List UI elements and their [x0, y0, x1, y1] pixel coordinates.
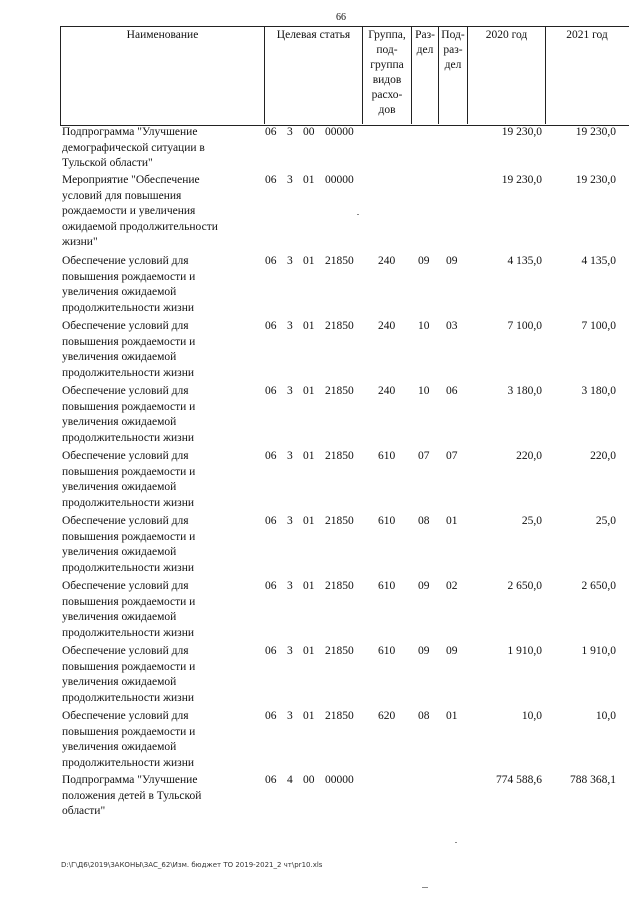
razdel: 10 — [418, 385, 430, 397]
razdel: 08 — [418, 710, 430, 722]
target-program: 06 — [265, 450, 277, 462]
target-subprogram: 3 — [287, 174, 293, 186]
value-2020: 7 100,0 — [507, 320, 542, 332]
target-subprogram: 3 — [287, 255, 293, 267]
target-program: 06 — [265, 580, 277, 592]
target-program: 06 — [265, 174, 277, 186]
value-2021: 19 230,0 — [575, 126, 616, 138]
scan-speck — [422, 887, 428, 888]
scan-speck — [455, 842, 457, 843]
row-name: Подпрограмма "Улучшение положения детей в Тульской области" — [62, 774, 202, 817]
header-2021: 2021 год — [566, 29, 608, 41]
target-event: 01 — [303, 320, 315, 332]
target-program: 06 — [265, 645, 277, 657]
target-direction: 21850 — [325, 320, 354, 332]
target-event: 01 — [303, 385, 315, 397]
target-subprogram: 3 — [287, 385, 293, 397]
target-program: 06 — [265, 710, 277, 722]
target-subprogram: 3 — [287, 710, 293, 722]
header-razdel: Раз- дел — [415, 29, 435, 56]
target-direction: 00000 — [325, 174, 354, 186]
value-2020: 3 180,0 — [507, 385, 542, 397]
target-subprogram: 3 — [287, 126, 293, 138]
target-event: 01 — [303, 645, 315, 657]
value-2021: 1 910,0 — [581, 645, 616, 657]
target-program: 06 — [265, 255, 277, 267]
target-direction: 21850 — [325, 515, 354, 527]
value-2021: 4 135,0 — [581, 255, 616, 267]
podrazdel: 01 — [446, 710, 458, 722]
target-direction: 21850 — [325, 580, 354, 592]
target-direction: 21850 — [325, 450, 354, 462]
file-path-footer: D:\Г\Д6\2019\ЗАКОНЫ\ЗАС_62\Изм. бюджет ТО 2019-2021_2 чт\pr10.xls — [61, 861, 323, 869]
header-group: Группа, под- группа видов расхо- дов — [368, 29, 406, 116]
target-direction: 00000 — [325, 774, 354, 786]
target-direction: 21850 — [325, 385, 354, 397]
target-subprogram: 3 — [287, 580, 293, 592]
row-name: Обеспечение условий для повышения рождаемости и увеличения ожидаемой продолжительности жизни — [62, 710, 196, 769]
target-direction: 21850 — [325, 255, 354, 267]
razdel: 09 — [418, 580, 430, 592]
value-2020: 19 230,0 — [501, 174, 542, 186]
target-program: 06 — [265, 385, 277, 397]
target-subprogram: 4 — [287, 774, 293, 786]
podrazdel: 01 — [446, 515, 458, 527]
target-event: 01 — [303, 450, 315, 462]
value-2020: 4 135,0 — [507, 255, 542, 267]
row-name: Обеспечение условий для повышения рождаемости и увеличения ожидаемой продолжительности жизни — [62, 385, 196, 444]
page-number: 66 — [336, 12, 346, 23]
target-event: 00 — [303, 126, 315, 138]
target-direction: 21850 — [325, 645, 354, 657]
expense-group: 240 — [378, 385, 396, 397]
podrazdel: 02 — [446, 580, 458, 592]
target-event: 01 — [303, 255, 315, 267]
razdel: 08 — [418, 515, 430, 527]
razdel: 09 — [418, 645, 430, 657]
target-event: 01 — [303, 174, 315, 186]
target-subprogram: 3 — [287, 515, 293, 527]
expense-group: 610 — [378, 450, 396, 462]
value-2020: 1 910,0 — [507, 645, 542, 657]
row-name: Подпрограмма "Улучшение демографической ситуации в Тульской области" — [62, 126, 205, 169]
value-2020: 19 230,0 — [501, 126, 542, 138]
target-program: 06 — [265, 515, 277, 527]
expense-group: 240 — [378, 320, 396, 332]
target-direction: 21850 — [325, 710, 354, 722]
target-subprogram: 3 — [287, 645, 293, 657]
row-name: Обеспечение условий для повышения рождаемости и увеличения ожидаемой продолжительности жизни — [62, 515, 196, 574]
value-2020: 25,0 — [521, 515, 542, 527]
row-name: Обеспечение условий для повышения рождаемости и увеличения ожидаемой продолжительности жизни — [62, 255, 196, 314]
value-2021: 788 368,1 — [570, 774, 616, 786]
value-2021: 2 650,0 — [581, 580, 616, 592]
header-target: Целевая статья — [276, 29, 351, 41]
razdel: 10 — [418, 320, 430, 332]
target-program: 06 — [265, 126, 277, 138]
target-subprogram: 3 — [287, 320, 293, 332]
value-2021: 7 100,0 — [581, 320, 616, 332]
value-2020: 2 650,0 — [507, 580, 542, 592]
target-subprogram: 3 — [287, 450, 293, 462]
row-name: Обеспечение условий для повышения рождаемости и увеличения ожидаемой продолжительности жизни — [62, 450, 196, 509]
target-event: 01 — [303, 710, 315, 722]
row-name: Мероприятие "Обеспечение условий для повышения рождаемости и увеличения ожидаемой продолжительности жизни" — [62, 174, 218, 248]
podrazdel: 07 — [446, 450, 458, 462]
podrazdel: 09 — [446, 645, 458, 657]
header-name: Наименование — [126, 29, 199, 41]
row-name: Обеспечение условий для повышения рождаемости и увеличения ожидаемой продолжительности жизни — [62, 580, 196, 639]
header-podrazdel: Под- раз- дел — [441, 29, 465, 71]
target-event: 01 — [303, 515, 315, 527]
scan-speck — [357, 214, 359, 215]
target-event: 01 — [303, 580, 315, 592]
value-2021: 25,0 — [595, 515, 616, 527]
podrazdel: 06 — [446, 385, 458, 397]
expense-group: 610 — [378, 580, 396, 592]
expense-group: 240 — [378, 255, 396, 267]
value-2020: 10,0 — [521, 710, 542, 722]
razdel: 07 — [418, 450, 430, 462]
razdel: 09 — [418, 255, 430, 267]
value-2021: 19 230,0 — [575, 174, 616, 186]
target-program: 06 — [265, 774, 277, 786]
target-direction: 00000 — [325, 126, 354, 138]
expense-group: 620 — [378, 710, 396, 722]
value-2021: 10,0 — [595, 710, 616, 722]
value-2020: 774 588,6 — [496, 774, 542, 786]
target-program: 06 — [265, 320, 277, 332]
value-2021: 220,0 — [590, 450, 616, 462]
podrazdel: 03 — [446, 320, 458, 332]
value-2020: 220,0 — [516, 450, 542, 462]
header-2020: 2020 год — [485, 29, 528, 41]
target-event: 00 — [303, 774, 315, 786]
expense-group: 610 — [378, 645, 396, 657]
expense-group: 610 — [378, 515, 396, 527]
row-name: Обеспечение условий для повышения рождаемости и увеличения ожидаемой продолжительности жизни — [62, 645, 196, 704]
podrazdel: 09 — [446, 255, 458, 267]
value-2021: 3 180,0 — [581, 385, 616, 397]
row-name: Обеспечение условий для повышения рождаемости и увеличения ожидаемой продолжительности жизни — [62, 320, 196, 379]
